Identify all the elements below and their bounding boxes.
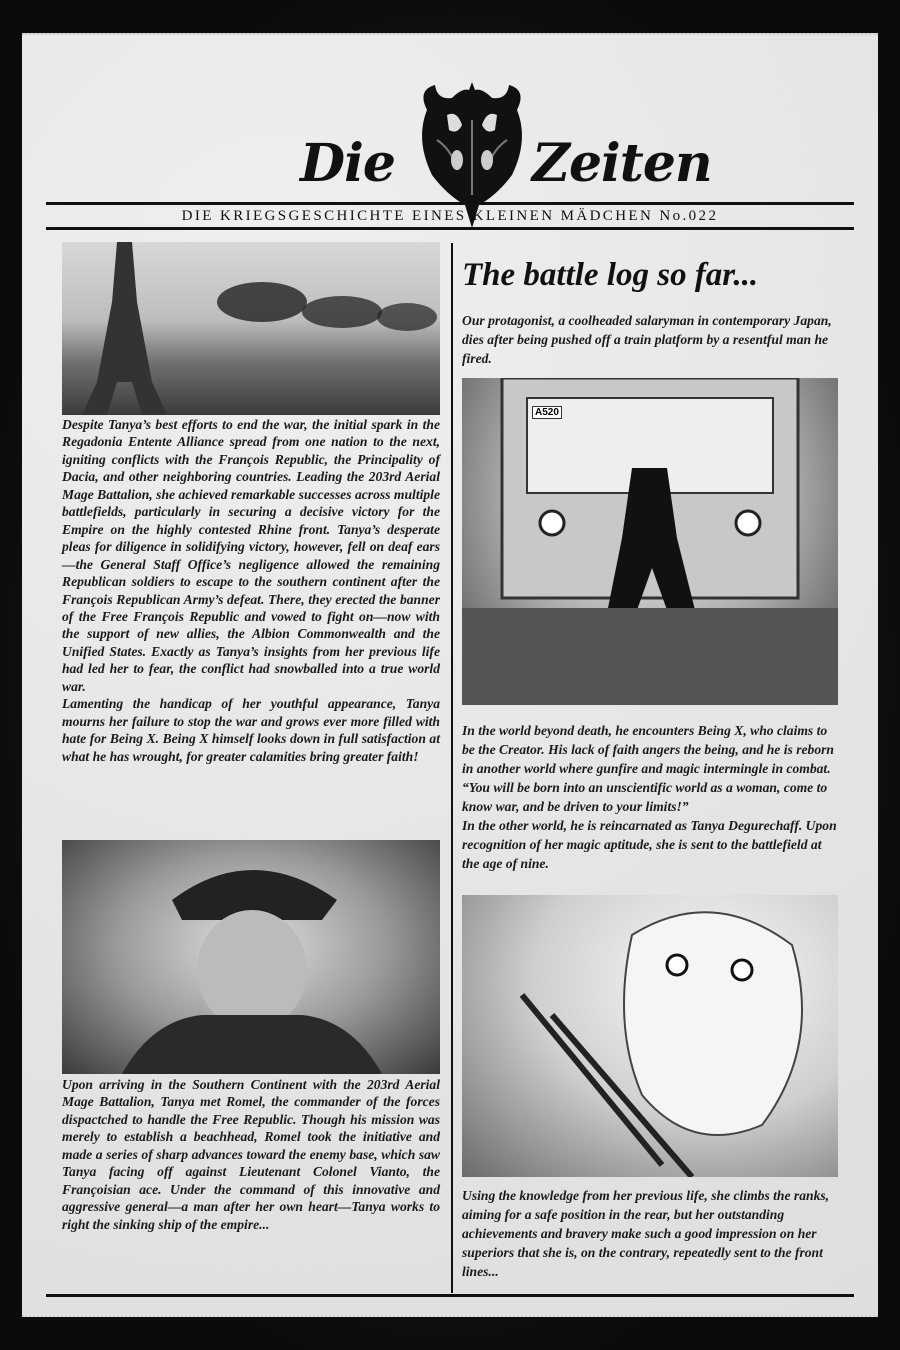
section-heading: The battle log so far... bbox=[462, 257, 759, 293]
header-rule-top bbox=[46, 202, 854, 205]
train-scene-illustration bbox=[462, 378, 838, 705]
left-paragraph-2: Lamenting the handicap of her youthful appearance, Tanya mourns her failure to stop the war and grows ever more filled with hate for Being X. Being X himself looks down in full satisfaction at what he has wrought, for greater calamities bring greater faith! bbox=[62, 696, 440, 764]
right-paragraph-1: Our protagonist, a coolheaded salaryman in contemporary Japan, dies after being pushed off a train platform by a resentful man he fired. bbox=[462, 313, 832, 366]
newspaper-page bbox=[22, 33, 878, 1317]
masthead-title-right: Zeiten bbox=[532, 133, 712, 194]
right-intro-text bbox=[462, 311, 840, 368]
masthead-title-left: Die bbox=[300, 133, 395, 194]
right-paragraph-2: In the world beyond death, he encounters Being X, who claims to be the Creator. His lack of faith angers the being, and he is reborn in another world where gunfire and magic intermingle in combat. “You will be born into an unscientific world as a woman, come to know war, and be driven to your limits!” bbox=[462, 723, 834, 814]
paris-eiffel-tower-illustration bbox=[62, 242, 440, 415]
right-article-text bbox=[462, 721, 840, 873]
left-article-text bbox=[62, 416, 440, 765]
footer-rule bbox=[46, 1294, 854, 1297]
header-rule-bottom bbox=[46, 227, 854, 230]
right-paragraph-4: Using the knowledge from her previous life, she climbs the ranks, aiming for a safe position in the rear, but her outstanding achievements and bravery make such a good impression on her superiors that she is, on the contrary, repeatedly sent to the front lines... bbox=[462, 1188, 830, 1279]
column-divider bbox=[451, 243, 453, 1293]
left-paragraph-3: Upon arriving in the Southern Continent with the 203rd Aerial Mage Battalion, Tanya met Romel, the commander of the forces dispactched to handle the Free Republic. Though his mission was merely to establish a beachhead, Romel took the initiative and made a series of sharp advances toward the enemy base, which saw Tanya facing off against Lieutenant Colonel Vianto, the Françoisian ace. Under the command of this innovative and aggressive general—a man after her own heart—Tanya works to right the sinking ship of the empire... bbox=[62, 1077, 440, 1232]
general-romel-illustration bbox=[62, 840, 440, 1074]
young-tanya-illustration bbox=[462, 895, 838, 1177]
right-paragraph-3: In the other world, he is reincarnated as Tanya Degurechaff. Upon recognition of her magic aptitude, she is sent to the battlefield at the age of nine. bbox=[462, 818, 837, 871]
left-paragraph-1: Despite Tanya’s best efforts to end the war, the initial spark in the Regadonia Entente Alliance spread from one nation to the next, igniting conflicts with the François Republic, the Principality of Dacia, and other neighboring countries. Leading the 203rd Aerial Mage Battalion, she achieved remarkable successes across multiple battlefields, particularly in securing a decisive victory for the Empire on the highly contested Rhine front. Tanya’s desperate pleas for diligence in solidifying victory, however, fell on deaf ears—the General Staff Office’s negligence allowed the remaining Republican soldiers to escape to the southern continent after the François Republican Army’s defeat. There, they erected the banner of the Free François Republic and vowed to fight on—now with the support of new allies, the Albion Commonwealth and the Unified States. Exactly as Tanya’s insights from her previous life had led her to fear, the conflict had snowballed into a true world war. bbox=[62, 417, 440, 694]
right-closing-text bbox=[462, 1186, 840, 1281]
issue-subtitle: DIE KRIEGSGESCHICHTE EINES KLEINEN MÄDCHEN No.022 bbox=[181, 208, 719, 224]
left-article-text-2 bbox=[62, 1076, 440, 1233]
train-number-label: A520 bbox=[532, 406, 562, 419]
